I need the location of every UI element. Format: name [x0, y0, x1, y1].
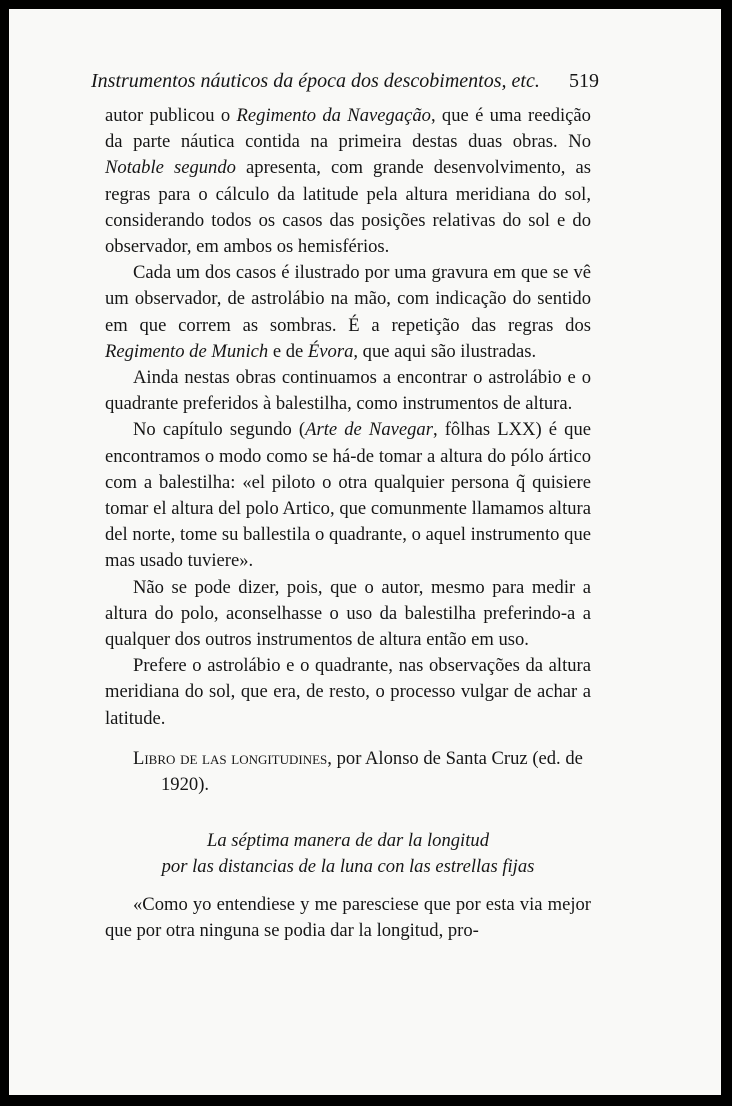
running-header [91, 67, 599, 95]
bibliography-entry [105, 746, 591, 798]
p2-text-e: , que aqui são ilustradas. [353, 340, 537, 362]
paragraph-6: Prefere o astrolábio e o quadrante, nas observações da altura meridiana do sol, que era, de resto, o processo vulgar de achar a latitude. [105, 655, 591, 729]
p1-text-c: , que é uma reedição da parte náutica contida na primeira destas duas obras. No [105, 105, 591, 153]
p2-text-c: e de [268, 340, 308, 362]
paragraph-2 [105, 260, 591, 365]
paragraph-1 [105, 103, 591, 260]
section-subheading [105, 828, 591, 880]
biblio-title: Libro de las longitudines [133, 747, 328, 769]
p2-text-a: Cada um dos casos é ilustrado por uma gravura em que se vê um observador, de astrolábio na mão, com indicação do sentido em que correm as sombras. É a repetição das regras dos [105, 262, 591, 336]
biblio-rest: , por Alonso de Santa Cruz (ed. de 1920). [161, 747, 583, 796]
p4-text-c: , fôlhas LXX) é que encontramos o modo como se há-de tomar a altura do pólo ártico com a balestilha: «el piloto o otra qualquier persona q̃ quisiere tomar el altura del polo Artico, que comunmente llamamos altura del norte, tome su ballestila o quadrante, o aquel instrumento que mas usado tuviere». [105, 419, 591, 572]
subheading-line-1: La séptima manera de dar la longitud [206, 830, 489, 852]
p1-text-e: apresenta, com grande desenvolvimento, as regras para o cálculo da latitude pela altura meridiana do sol, considerando todos os casos das posições relativas do sol e do observador, em ambos os hemisférios. [105, 157, 591, 258]
p2-title-munich: Regimento de Munich [105, 340, 269, 362]
p1-title-regimento: Regimento da Navegação [236, 105, 431, 126]
paragraph-3: Ainda nestas obras continuamos a encontrar o astrolábio e o quadrante preferidos à balestilha, como instrumentos de altura. [105, 367, 591, 415]
subheading-line-2: por las distancias de la luna con las estrellas fijas [161, 856, 535, 878]
p1-text-a: autor publicou o [105, 105, 237, 126]
book-page [9, 9, 721, 1095]
p4-text-a: No capítulo segundo ( [133, 419, 306, 441]
p4-title-arte: Arte de Navegar [305, 419, 433, 441]
page-body [105, 103, 591, 945]
p2-title-evora: Évora [307, 340, 354, 362]
p1-title-notable: Notable segundo [105, 157, 236, 179]
paragraph-5: Não se pode dizer, pois, que o autor, mesmo para medir a altura do polo, aconselhasse o uso da balestilha preferindo-a a qualquer dos outros instrumentos de altura então em uso. [105, 576, 591, 651]
paragraph-4 [105, 417, 591, 574]
running-title: Instrumentos náuticos da época dos descobimentos, etc. [91, 70, 540, 92]
quotation-paragraph: «Como yo entendiese y me paresciese que por esta via mejor que por otra ninguna se podia dar la longitud, pro- [105, 894, 591, 942]
page-number: 519 [569, 70, 599, 92]
